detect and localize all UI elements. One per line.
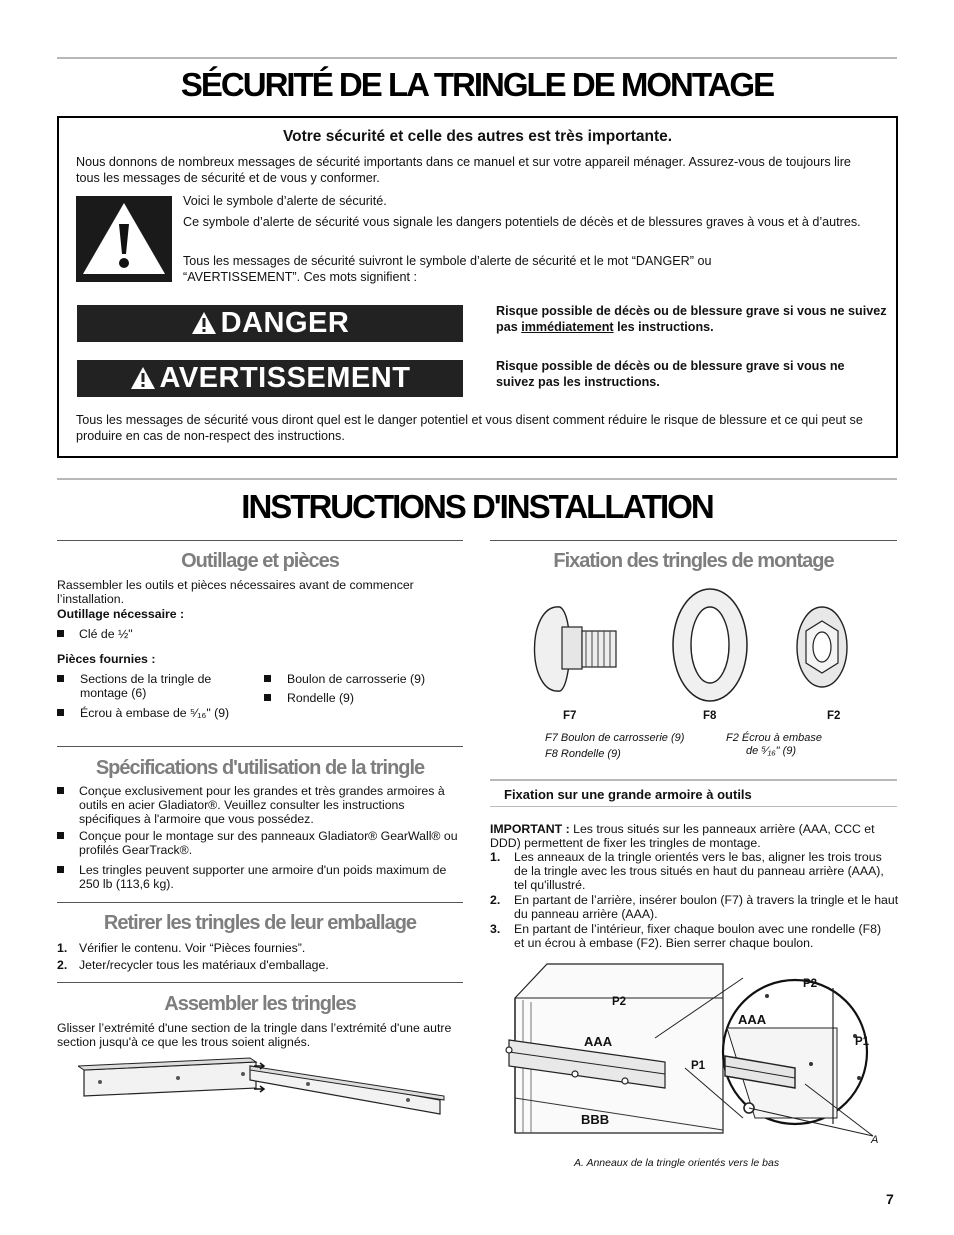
safety-footer: Tous les messages de sécurité vous diront quel est le danger potentiel et vous disent comment réduire le risque de blessure et ce qui peut se produire en cas de non-respect des instructions.: [76, 413, 863, 443]
diagram-label-bbb: BBB: [581, 1112, 610, 1127]
safety-heading: Votre sécurité et celle des autres est très importante.: [282, 128, 673, 145]
unpack-step: Vérifier le contenu. Voir “Pièces fournies”.: [79, 941, 306, 955]
part-item: Écrou à embase de ⁵⁄₁₆" (9): [80, 706, 230, 720]
carriage-bolt-icon: [535, 607, 617, 691]
caption-f2-b: de ⁵⁄₁₆" (9): [746, 745, 797, 757]
danger-text-b: les instructions.: [613, 320, 714, 334]
symbol-line-1: Voici le symbole d’alerte de sécurité.: [183, 194, 387, 208]
fixing-step: En partant de l’arrière, insérer boulon (F7) à travers la tringle et le haut du panneau arrière (AAA).: [514, 893, 899, 921]
important-label: IMPORTANT :: [490, 822, 570, 836]
specs-title: Spécifications d'utilisation de la tringle: [95, 757, 425, 779]
spec-item: Conçue pour le montage sur des panneaux Gladiator® GearWall® ou profilés GearTrack®.: [79, 829, 458, 857]
danger-text-a: Risque possible de décès ou de blessure grave si vous ne suivez pas: [496, 304, 887, 334]
tools-title: Outillage et pièces: [181, 550, 339, 572]
spec-item: Conçue exclusivement pour les grandes et très grandes armoires à outils en acier Gladiator®. Veuillez consulter les instructions spécifiques à l'armoire que vous possédez.: [79, 784, 445, 826]
fixing-step: Les anneaux de la tringle orientés vers le bas, aligner les trois trous de la tringle avec les trous situés en haut du panneau arrière (AAA), tel qu'illustré.: [514, 850, 884, 892]
symbol-line-3: Tous les messages de sécurité suivront le symbole d’alerte de sécurité et le mot “DANGER” ou “AVERTISSEMENT”. Ces mots signifient :: [183, 254, 712, 284]
subsection-rule-bottom: [490, 806, 897, 807]
hardware-figure: [520, 585, 870, 705]
page-number: 7: [886, 1191, 894, 1207]
fixing-subtitle: Fixation sur une grande armoire à outils: [504, 787, 752, 802]
warning-triangle-icon: [76, 196, 172, 282]
top-rule: [57, 57, 897, 59]
rail-assembly-figure: [78, 1052, 448, 1122]
tools-intro: Rassembler les outils et pièces nécessaires avant de commencer l’installation.: [57, 578, 414, 606]
unpack-step: Jeter/recycler tous les matériaux d'emballage.: [79, 958, 329, 972]
caption-f8: F8 Rondelle (9): [545, 748, 621, 760]
caption-f7: F7 Boulon de carrosserie (9): [545, 732, 685, 744]
tool-item: Clé de ½": [79, 627, 133, 641]
step-number: 1.: [57, 941, 68, 955]
zoom-label-aaa: AAA: [738, 1012, 767, 1027]
safety-alert-symbol: [76, 196, 172, 282]
important-note: [490, 822, 895, 850]
warning-text: Risque possible de décès ou de blessure grave si vous ne suivez pas les instructions.: [496, 359, 845, 389]
label-f8: F8: [703, 710, 717, 722]
safety-intro: Nous donnons de nombreux messages de sécurité importants dans ce manuel et sur votre appareil ménager. Assurez-vous de toujours lire tous les messages de sécurité et de vous y conformer.: [76, 155, 851, 185]
danger-text-emphasis: immédiatement: [521, 320, 614, 334]
assemble-rule: [57, 982, 463, 983]
parts-label: Pièces fournies :: [57, 652, 156, 666]
diagram-label-p2: P2: [612, 996, 627, 1008]
bullet: [264, 675, 271, 682]
install-rule: [57, 478, 897, 480]
part-item: Sections de la tringle de montage (6): [80, 672, 212, 700]
bullet: [57, 832, 64, 839]
bullet: [57, 866, 64, 873]
step-number: 2.: [490, 893, 501, 907]
diagram-label-a: A: [871, 1134, 879, 1146]
tools-label: Outillage nécessaire :: [57, 607, 185, 621]
zoom-label-p2: P2: [803, 978, 818, 990]
washer-icon: [673, 589, 747, 701]
unpack-title: Retirer les tringles de leur emballage: [103, 912, 417, 934]
label-f2: F2: [827, 710, 841, 722]
fixing-rule: [490, 540, 897, 541]
bullet: [57, 675, 64, 682]
spec-item: Les tringles peuvent supporter une armoire d'un poids maximum de 250 lb (113,6 kg).: [79, 863, 447, 891]
zoom-label-p1-left: P1: [691, 1060, 706, 1072]
tools-rule: [57, 540, 463, 541]
step-number: 3.: [490, 922, 501, 936]
symbol-line-2: Ce symbole d’alerte de sécurité vous signale les dangers potentiels de décès et de blessures graves à vous et à d’autres.: [183, 215, 861, 229]
assemble-title: Assembler les tringles: [164, 993, 356, 1015]
danger-label-text: DANGER: [220, 307, 350, 339]
part-item: Rondelle (9): [287, 691, 354, 705]
danger-text: [496, 303, 896, 335]
warning-label-text: AVERTISSEMENT: [159, 362, 411, 394]
flange-nut-icon: [797, 607, 847, 687]
warning-alert-icon: [130, 366, 156, 390]
diagram-caption: A. Anneaux de la tringle orientés vers le bas: [574, 1157, 780, 1169]
caption-f2-a: F2 Écrou à embase: [726, 732, 822, 744]
warning-label: [77, 360, 463, 397]
safety-box: [57, 116, 898, 458]
fixing-step: En partant de l’intérieur, fixer chaque boulon avec une rondelle (F8) et un écrou à embase (F2). Bien serrer chaque boulon.: [514, 922, 882, 950]
bullet: [57, 709, 64, 716]
bullet: [264, 694, 271, 701]
bullet: [57, 630, 64, 637]
important-text: Les trous situés sur les panneaux arrière (AAA, CCC et DDD) permettent de fixer les tringles de montage.: [490, 822, 875, 850]
zoom-label-p1-right: P1: [855, 1036, 870, 1048]
unpack-rule: [57, 902, 463, 903]
bullet: [57, 787, 64, 794]
cabinet-rail-diagram: [505, 958, 885, 1153]
fixing-title: Fixation des tringles de montage: [553, 550, 834, 572]
label-f7: F7: [563, 710, 577, 722]
danger-label: [77, 305, 463, 342]
step-number: 1.: [490, 850, 501, 864]
subsection-rule: [490, 779, 897, 781]
part-item: Boulon de carrosserie (9): [287, 672, 426, 686]
assemble-text: Glisser l’extrémité d'une section de la tringle dans l’extrémité d'une autre section jusqu'à ce que les trous soient alignés.: [57, 1021, 452, 1049]
safety-title: SÉCURITÉ DE LA TRINGLE DE MONTAGE: [180, 66, 774, 103]
install-title: INSTRUCTIONS D'INSTALLATION: [241, 488, 713, 525]
step-number: 2.: [57, 958, 68, 972]
specs-rule: [57, 746, 463, 747]
diagram-label-aaa: AAA: [584, 1034, 613, 1049]
danger-alert-icon: [191, 311, 217, 335]
